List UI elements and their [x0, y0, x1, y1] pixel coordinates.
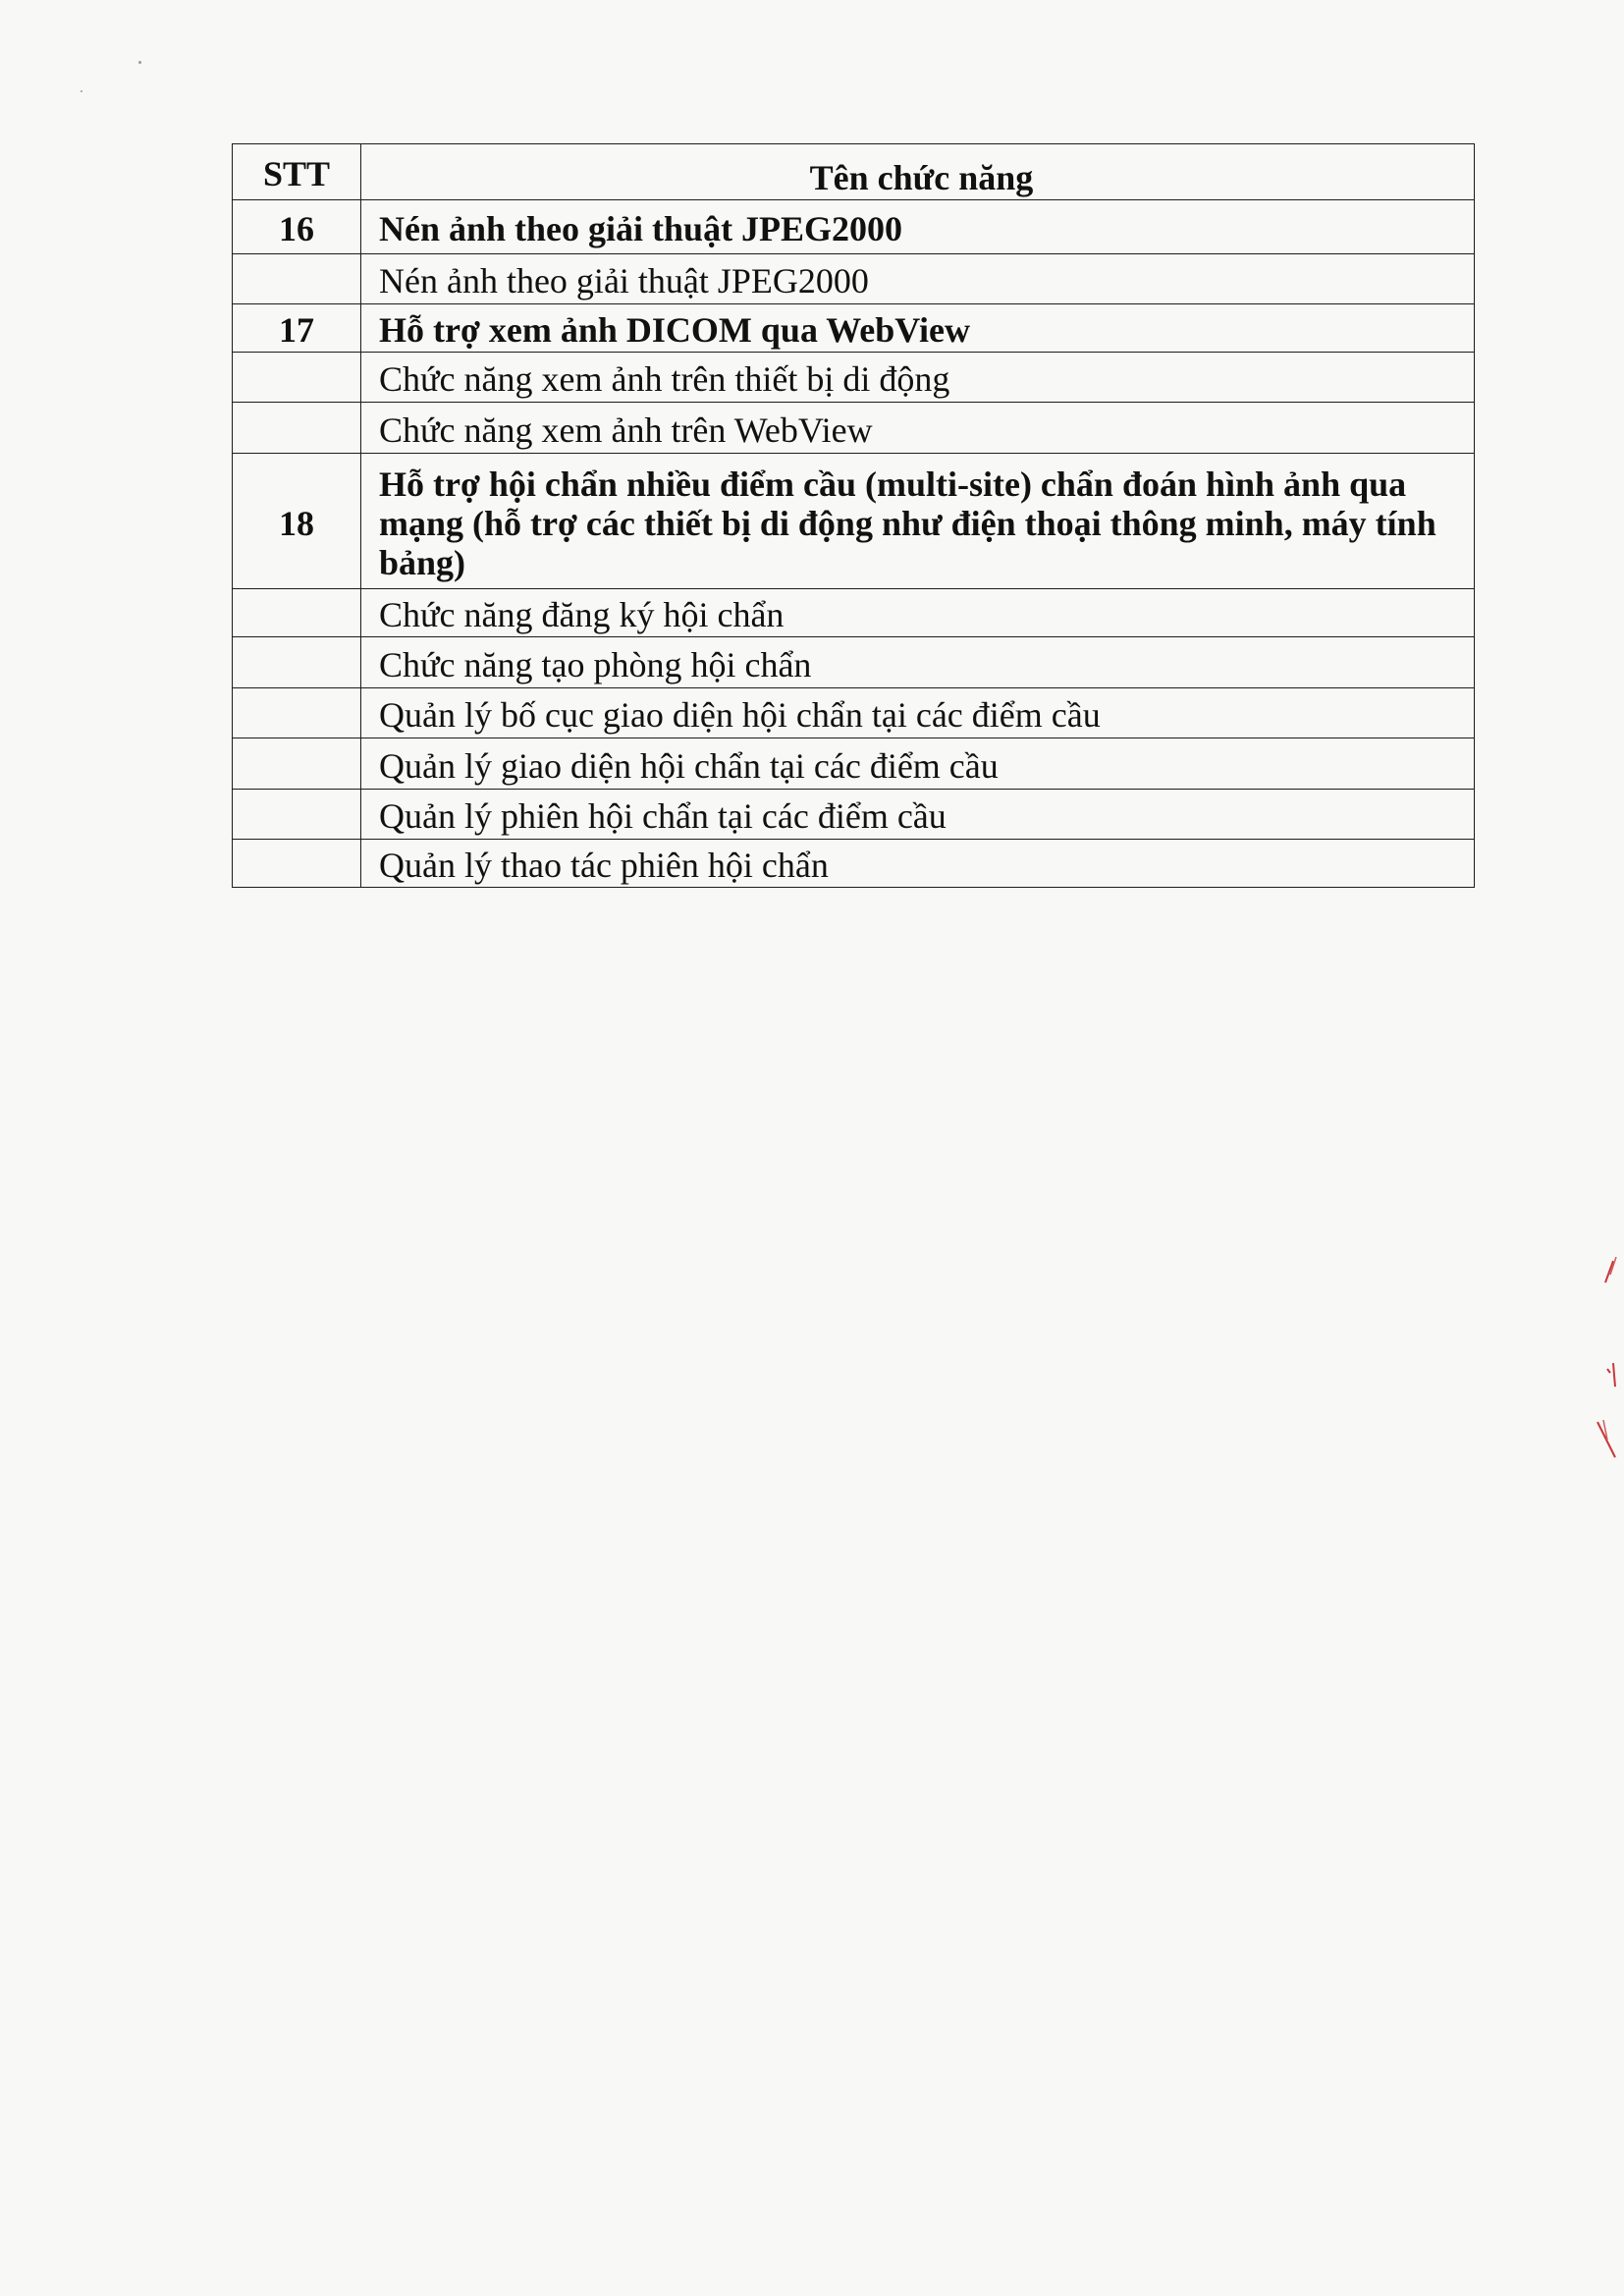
red-mark: [1597, 1422, 1615, 1457]
stt-cell: [233, 688, 361, 738]
table-row: [233, 304, 1475, 353]
stt-cell: [233, 254, 361, 304]
column-header-function-name: Tên chức năng: [361, 144, 1475, 200]
stt-cell: [233, 637, 361, 688]
function-name-cell: Nén ảnh theo giải thuật JPEG2000: [361, 254, 1475, 304]
stt-cell: [233, 589, 361, 637]
red-mark: [1607, 1369, 1610, 1373]
red-signature-marks: [1586, 1247, 1624, 1473]
function-name-cell: Chức năng đăng ký hội chẩn: [361, 589, 1475, 637]
column-header-stt: STT: [233, 144, 361, 200]
function-name-cell: Hỗ trợ hội chẩn nhiều điểm cầu (multi-site) chẩn đoán hình ảnh qua mạng (hỗ trợ các thiết bị di động như điện thoại thông minh, máy tính bảng): [361, 454, 1475, 589]
red-mark: [1605, 1261, 1613, 1283]
table-row: [233, 589, 1475, 637]
table-row: [233, 353, 1475, 403]
function-name-cell: Hỗ trợ xem ảnh DICOM qua WebView: [361, 304, 1475, 353]
stt-cell: [233, 353, 361, 403]
function-table: [232, 143, 1475, 888]
table-row: [233, 790, 1475, 840]
table-row: [233, 200, 1475, 254]
table-row: [233, 254, 1475, 304]
table-row: [233, 688, 1475, 738]
stt-cell: 17: [233, 304, 361, 353]
stt-cell: [233, 738, 361, 790]
stt-cell: [233, 403, 361, 454]
table-row: [233, 454, 1475, 589]
stt-cell: 16: [233, 200, 361, 254]
scan-speck: [138, 61, 141, 64]
function-name-cell: Quản lý thao tác phiên hội chẩn: [361, 840, 1475, 888]
function-name-cell: Chức năng xem ảnh trên thiết bị di động: [361, 353, 1475, 403]
table-row: [233, 840, 1475, 888]
function-name-cell: Nén ảnh theo giải thuật JPEG2000: [361, 200, 1475, 254]
stt-cell: [233, 840, 361, 888]
stt-cell: [233, 790, 361, 840]
table-header-row: [233, 144, 1475, 200]
table-row: [233, 403, 1475, 454]
stt-cell: 18: [233, 454, 361, 589]
function-name-cell: Chức năng tạo phòng hội chẩn: [361, 637, 1475, 688]
red-mark: [1613, 1363, 1615, 1387]
function-name-cell: Quản lý giao diện hội chẩn tại các điểm cầu: [361, 738, 1475, 790]
function-name-cell: Quản lý phiên hội chẩn tại các điểm cầu: [361, 790, 1475, 840]
table-row: [233, 738, 1475, 790]
scan-speck: [81, 90, 82, 92]
table-row: [233, 637, 1475, 688]
function-name-cell: Chức năng xem ảnh trên WebView: [361, 403, 1475, 454]
function-name-cell: Quản lý bố cục giao diện hội chẩn tại các điểm cầu: [361, 688, 1475, 738]
